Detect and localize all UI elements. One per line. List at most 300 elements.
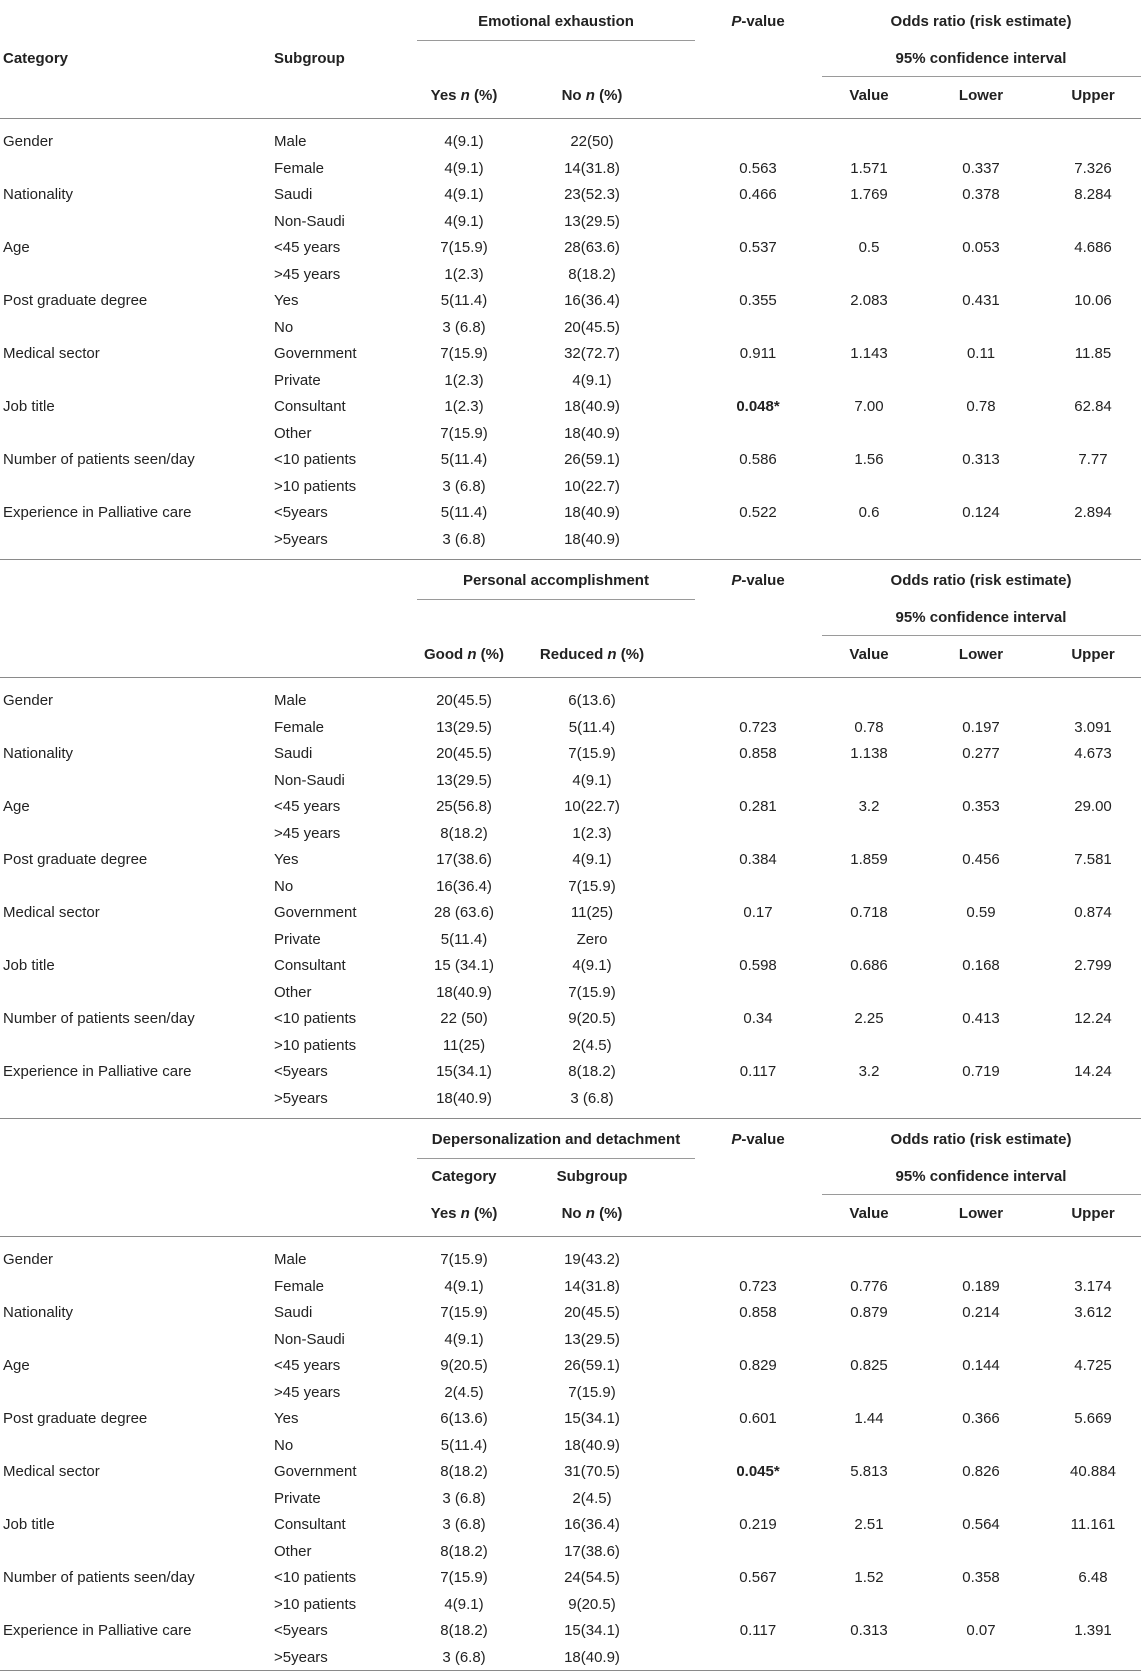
row-subgroup: Saudi <box>274 745 313 762</box>
section-bottom-rule <box>0 1118 1141 1119</box>
row-p-value: 0.117 <box>739 1063 777 1080</box>
row-p-value: 0.355 <box>739 292 777 309</box>
row-p-value: 0.17 <box>743 904 773 921</box>
row-subgroup: No <box>274 1436 294 1454</box>
row-subgroup: >45 years <box>274 265 341 283</box>
row-p-value: 0.466 <box>739 186 777 203</box>
odds-ratio-rule <box>822 1194 1141 1195</box>
subgroup-header: Subgroup <box>274 50 345 67</box>
row-ci-lower: 0.358 <box>962 1569 1000 1586</box>
row-subgroup: Other <box>274 983 312 1001</box>
row-col-a: 9(20.5) <box>440 1357 488 1374</box>
row-p-value: 0.858 <box>739 1304 777 1321</box>
row-ci-upper: 11.85 <box>1074 345 1112 362</box>
row-col-a: 16(36.4) <box>436 877 492 895</box>
row-ci-upper: 11.161 <box>1070 1516 1116 1533</box>
row-ci-upper: 10.06 <box>1074 292 1112 309</box>
row-ci-upper: 5.669 <box>1074 1410 1112 1427</box>
row-subgroup: Consultant <box>274 957 346 974</box>
row-ci-lower: 0.214 <box>962 1304 1000 1321</box>
row-col-b: 4(9.1) <box>572 957 612 974</box>
row-col-a: 3 (6.8) <box>442 1516 486 1533</box>
row-subgroup: Other <box>274 1542 312 1560</box>
row-odds-value: 1.143 <box>850 345 888 362</box>
row-subgroup: Consultant <box>274 398 346 415</box>
row-subgroup: <10 patients <box>274 1569 357 1586</box>
row-p-value: 0.829 <box>739 1357 777 1374</box>
row-col-a: 5(11.4) <box>440 1436 488 1454</box>
row-col-a: 7(15.9) <box>440 1569 488 1586</box>
header-bottom-rule <box>0 1236 1141 1237</box>
row-ci-upper: 8.284 <box>1074 186 1112 203</box>
row-odds-value: 0.6 <box>858 504 880 521</box>
row-category: Age <box>3 239 30 256</box>
row-subgroup: No <box>274 318 294 336</box>
row-subgroup: <5years <box>274 1063 328 1080</box>
value-header: Value <box>849 1205 889 1222</box>
value-header: Value <box>849 646 889 663</box>
row-odds-value: 0.776 <box>850 1277 888 1295</box>
row-p-value: 0.384 <box>739 851 777 868</box>
row-col-b: 3 (6.8) <box>570 1089 614 1107</box>
row-col-a: 4(9.1) <box>444 1595 484 1613</box>
row-col-b: 16(36.4) <box>564 1516 620 1533</box>
row-ci-upper: 7.77 <box>1078 451 1108 468</box>
row-subgroup: Government <box>274 1463 357 1480</box>
lower-header: Lower <box>958 87 1004 104</box>
row-col-a: 5(11.4) <box>440 504 488 521</box>
row-subgroup: Saudi <box>274 1304 313 1321</box>
section-title: Personal accomplishment <box>463 572 649 589</box>
row-category: Nationality <box>3 745 74 762</box>
row-subgroup: No <box>274 877 294 895</box>
row-odds-value: 1.52 <box>854 1569 884 1586</box>
row-category: Post graduate degree <box>3 1410 148 1427</box>
row-col-b: 20(45.5) <box>564 1304 620 1321</box>
section-title-rule <box>417 40 695 41</box>
row-col-a: 1(2.3) <box>444 371 484 389</box>
row-col-b: 4(9.1) <box>572 851 612 868</box>
row-col-b: 23(52.3) <box>564 186 620 203</box>
row-col-a: 11(25) <box>442 1036 486 1054</box>
row-ci-lower: 0.313 <box>962 451 1000 468</box>
row-category: Job title <box>3 1516 55 1533</box>
row-col-a: 7(15.9) <box>440 424 488 442</box>
row-col-a: 17(38.6) <box>436 851 492 868</box>
row-col-a: 5(11.4) <box>440 451 488 468</box>
row-category: Age <box>3 798 30 815</box>
row-ci-lower: 0.337 <box>962 159 1000 177</box>
section-title: Emotional exhaustion <box>478 13 634 30</box>
row-subgroup: <5years <box>274 1622 328 1639</box>
row-category: Experience in Palliative care <box>3 1622 192 1639</box>
p-value-header: P-value <box>731 1131 785 1148</box>
row-ci-lower: 0.197 <box>962 718 1000 736</box>
row-col-a: 25(56.8) <box>436 798 492 815</box>
row-ci-lower: 0.366 <box>962 1410 1000 1427</box>
row-col-b: 7(15.9) <box>568 1383 616 1401</box>
p-value-header: P-value <box>731 13 785 30</box>
row-col-a: 8(18.2) <box>440 1463 488 1480</box>
row-subgroup: Female <box>274 1277 325 1295</box>
row-odds-value: 5.813 <box>850 1463 888 1480</box>
row-col-b: 6(13.6) <box>568 692 616 709</box>
lower-header: Lower <box>958 646 1004 663</box>
row-col-a: 7(15.9) <box>440 1304 488 1321</box>
row-col-b: 13(29.5) <box>564 1330 620 1348</box>
row-ci-upper: 3.612 <box>1074 1304 1112 1321</box>
row-col-a: 15 (34.1) <box>433 957 495 974</box>
row-p-value: 0.522 <box>739 504 777 521</box>
odds-ratio-rule <box>822 76 1141 77</box>
row-subgroup: Female <box>274 718 325 736</box>
row-col-b: 2(4.5) <box>572 1489 612 1507</box>
row-ci-upper: 7.581 <box>1074 851 1112 868</box>
row-subgroup: Government <box>274 345 357 362</box>
ci-header: 95% confidence interval <box>895 1168 1067 1185</box>
row-subgroup: <5years <box>274 504 328 521</box>
row-subgroup: <45 years <box>274 798 341 815</box>
row-col-b: 26(59.1) <box>564 451 620 468</box>
row-col-b: 9(20.5) <box>568 1595 616 1613</box>
row-col-b: 18(40.9) <box>564 398 620 415</box>
row-col-a: 2(4.5) <box>444 1383 484 1401</box>
row-col-b: 19(43.2) <box>564 1251 620 1268</box>
row-category: Number of patients seen/day <box>3 451 195 468</box>
row-col-b: 9(20.5) <box>568 1010 616 1027</box>
row-ci-upper: 4.673 <box>1074 745 1112 762</box>
row-subgroup: Consultant <box>274 1516 346 1533</box>
row-subgroup: <10 patients <box>274 1010 357 1027</box>
row-col-b: 18(40.9) <box>564 530 620 548</box>
row-ci-upper: 4.686 <box>1074 239 1112 256</box>
row-ci-upper: 2.799 <box>1074 957 1112 974</box>
row-col-b: 8(18.2) <box>568 1063 616 1080</box>
row-odds-value: 0.879 <box>850 1304 888 1321</box>
row-ci-lower: 0.353 <box>962 798 1000 815</box>
header-bottom-rule <box>0 118 1141 119</box>
row-subgroup: Yes <box>274 851 299 868</box>
row-subgroup: Non-Saudi <box>274 1330 345 1348</box>
row-subgroup: Private <box>274 930 321 948</box>
row-p-value: 0.34 <box>743 1010 773 1027</box>
row-subgroup: Male <box>274 692 307 709</box>
row-col-a: 3 (6.8) <box>442 1648 486 1666</box>
row-subgroup: <45 years <box>274 239 341 256</box>
ci-header: 95% confidence interval <box>895 50 1067 67</box>
row-ci-lower: 0.431 <box>962 292 1000 309</box>
row-col-b: 18(40.9) <box>564 424 620 442</box>
row-odds-value: 1.859 <box>850 851 888 868</box>
row-ci-lower: 0.053 <box>962 239 1000 256</box>
odds-ratio-header: Odds ratio (risk estimate) <box>890 572 1072 589</box>
category-header: Category <box>3 50 69 67</box>
col-b-header: Reduced n (%) <box>539 646 645 663</box>
row-odds-value: 1.769 <box>850 186 888 203</box>
header-bottom-rule <box>0 677 1141 678</box>
row-subgroup: Non-Saudi <box>274 771 345 789</box>
row-ci-lower: 0.07 <box>966 1622 996 1639</box>
row-subgroup: Female <box>274 159 325 177</box>
row-ci-lower: 0.826 <box>962 1463 1000 1480</box>
row-subgroup: >10 patients <box>274 477 357 495</box>
row-odds-value: 3.2 <box>858 1063 880 1080</box>
row-col-b: 20(45.5) <box>564 318 620 336</box>
row-col-b: Zero <box>576 930 608 948</box>
row-ci-upper: 1.391 <box>1074 1622 1112 1639</box>
row-col-b: 18(40.9) <box>564 1648 620 1666</box>
row-odds-value: 0.825 <box>850 1357 888 1374</box>
row-odds-value: 0.313 <box>850 1622 888 1639</box>
row-col-a: 4(9.1) <box>444 212 484 230</box>
row-ci-upper: 62.84 <box>1074 398 1112 415</box>
col-a-header: Yes n (%) <box>430 87 498 104</box>
row-col-b: 16(36.4) <box>564 292 620 309</box>
row-subgroup: >45 years <box>274 1383 341 1401</box>
row-ci-lower: 0.144 <box>962 1357 1000 1374</box>
row-p-value: 0.911 <box>739 345 777 362</box>
row-col-b: 18(40.9) <box>564 504 620 521</box>
row-col-a: 4(9.1) <box>444 1277 484 1295</box>
row-category: Post graduate degree <box>3 851 148 868</box>
section-bottom-rule <box>0 559 1141 560</box>
row-col-b: 11(25) <box>570 904 614 921</box>
row-col-b: 15(34.1) <box>564 1622 620 1639</box>
row-ci-upper: 4.725 <box>1074 1357 1112 1374</box>
row-col-a: 22 (50) <box>440 1010 488 1027</box>
row-ci-upper: 12.24 <box>1074 1010 1112 1027</box>
row-subgroup: Private <box>274 371 321 389</box>
row-col-a: 7(15.9) <box>440 239 488 256</box>
upper-header: Upper <box>1071 646 1115 663</box>
row-col-a: 20(45.5) <box>436 745 492 762</box>
row-col-b: 26(59.1) <box>564 1357 620 1374</box>
row-odds-value: 1.571 <box>850 159 888 177</box>
row-ci-upper: 0.874 <box>1074 904 1112 921</box>
row-subgroup: <10 patients <box>274 451 357 468</box>
row-col-b: 1(2.3) <box>572 824 612 842</box>
col-b-header: No n (%) <box>561 87 623 104</box>
row-col-a: 7(15.9) <box>440 1251 488 1268</box>
row-subgroup: Male <box>274 133 307 150</box>
row-subgroup: Private <box>274 1489 321 1507</box>
row-col-a: 20(45.5) <box>436 692 492 709</box>
row-col-a: 5(11.4) <box>440 292 488 309</box>
row-ci-lower: 0.189 <box>962 1277 1000 1295</box>
row-odds-value: 1.44 <box>854 1410 884 1427</box>
row-col-b: 10(22.7) <box>564 798 620 815</box>
row-col-a: 15(34.1) <box>436 1063 492 1080</box>
row-subgroup: Saudi <box>274 186 313 203</box>
row-odds-value: 3.2 <box>858 798 880 815</box>
row-category: Nationality <box>3 1304 74 1321</box>
row-col-b: 22(50) <box>570 133 614 150</box>
row-col-a: 13(29.5) <box>436 718 492 736</box>
ci-header: 95% confidence interval <box>895 609 1067 626</box>
row-p-value: 0.537 <box>739 239 777 256</box>
row-col-b: 4(9.1) <box>572 771 612 789</box>
row-category: Nationality <box>3 186 74 203</box>
row-p-value: 0.281 <box>739 798 777 815</box>
row-col-a: 5(11.4) <box>440 930 488 948</box>
row-col-b: 7(15.9) <box>568 745 616 762</box>
row-ci-lower: 0.378 <box>962 186 1000 203</box>
row-subgroup: Government <box>274 904 357 921</box>
row-ci-lower: 0.719 <box>962 1063 1000 1080</box>
row-col-a: 7(15.9) <box>440 345 488 362</box>
row-p-value: 0.601 <box>739 1410 777 1427</box>
row-col-b: 7(15.9) <box>568 877 616 895</box>
row-col-a: 4(9.1) <box>444 1330 484 1348</box>
row-ci-upper: 29.00 <box>1074 798 1112 815</box>
odds-ratio-header: Odds ratio (risk estimate) <box>890 1131 1072 1148</box>
row-odds-value: 2.083 <box>850 292 888 309</box>
row-col-b: 10(22.7) <box>564 477 620 495</box>
row-col-b: 31(70.5) <box>564 1463 620 1480</box>
upper-header: Upper <box>1071 87 1115 104</box>
row-col-b: 15(34.1) <box>564 1410 620 1427</box>
row-category: Medical sector <box>3 1463 100 1480</box>
row-col-a: 4(9.1) <box>444 159 484 177</box>
row-col-b: 14(31.8) <box>564 1277 620 1295</box>
row-ci-upper: 14.24 <box>1074 1063 1112 1080</box>
row-col-b: 24(54.5) <box>564 1569 620 1586</box>
col-a-header: Yes n (%) <box>430 1205 498 1222</box>
row-ci-upper: 7.326 <box>1074 159 1112 177</box>
row-col-a: 18(40.9) <box>436 1089 492 1107</box>
row-ci-lower: 0.78 <box>966 398 996 415</box>
row-subgroup: Other <box>274 424 312 442</box>
row-col-b: 4(9.1) <box>572 371 612 389</box>
row-p-value: 0.563 <box>739 159 777 177</box>
row-category: Medical sector <box>3 345 100 362</box>
row-odds-value: 0.686 <box>850 957 888 974</box>
odds-ratio-rule <box>822 635 1141 636</box>
row-odds-value: 1.56 <box>854 451 884 468</box>
row-ci-lower: 0.124 <box>962 504 1000 521</box>
row-subgroup: <45 years <box>274 1357 341 1374</box>
row-col-a: 1(2.3) <box>444 398 484 415</box>
section-title: Depersonalization and detachment <box>431 1131 681 1148</box>
row-p-value: 0.048* <box>736 398 780 415</box>
row-category: Number of patients seen/day <box>3 1010 195 1027</box>
row-col-a: 3 (6.8) <box>442 1489 486 1507</box>
row-col-a: 4(9.1) <box>444 133 484 150</box>
row-col-a: 8(18.2) <box>440 1622 488 1639</box>
row-col-b: 13(29.5) <box>564 212 620 230</box>
row-col-a: 8(18.2) <box>440 1542 488 1560</box>
row-category: Age <box>3 1357 30 1374</box>
row-subgroup: >10 patients <box>274 1036 357 1054</box>
row-category: Experience in Palliative care <box>3 504 192 521</box>
row-col-a: 13(29.5) <box>436 771 492 789</box>
row-ci-lower: 0.168 <box>962 957 1000 974</box>
row-col-b: 14(31.8) <box>564 159 620 177</box>
row-ci-lower: 0.456 <box>962 851 1000 868</box>
row-ci-upper: 6.48 <box>1078 1569 1108 1586</box>
row-p-value: 0.586 <box>739 451 777 468</box>
row-subgroup: >5years <box>274 530 328 548</box>
row-ci-lower: 0.11 <box>966 345 996 362</box>
sub-header-category: Category <box>431 1168 497 1185</box>
row-category: Post graduate degree <box>3 292 148 309</box>
section-bottom-rule <box>0 1670 1141 1671</box>
upper-header: Upper <box>1071 1205 1115 1222</box>
row-col-a: 3 (6.8) <box>442 530 486 548</box>
row-col-b: 2(4.5) <box>572 1036 612 1054</box>
row-col-b: 5(11.4) <box>568 718 616 736</box>
row-p-value: 0.045* <box>736 1463 780 1480</box>
row-col-a: 28 (63.6) <box>433 904 495 921</box>
section-title-rule <box>417 1158 695 1159</box>
row-col-b: 28(63.6) <box>564 239 620 256</box>
row-col-a: 3 (6.8) <box>442 318 486 336</box>
row-odds-value: 2.25 <box>854 1010 884 1027</box>
row-subgroup: Yes <box>274 292 299 309</box>
row-subgroup: >5years <box>274 1089 328 1107</box>
section-title-rule <box>417 599 695 600</box>
odds-ratio-header: Odds ratio (risk estimate) <box>890 13 1072 30</box>
row-subgroup: >5years <box>274 1648 328 1666</box>
row-category: Experience in Palliative care <box>3 1063 192 1080</box>
row-p-value: 0.858 <box>739 745 777 762</box>
row-subgroup: Non-Saudi <box>274 212 345 230</box>
row-category: Job title <box>3 398 55 415</box>
row-p-value: 0.117 <box>739 1622 777 1639</box>
row-ci-lower: 0.277 <box>962 745 1000 762</box>
row-ci-lower: 0.413 <box>962 1010 1000 1027</box>
row-ci-upper: 3.174 <box>1074 1277 1112 1295</box>
row-col-a: 18(40.9) <box>436 983 492 1001</box>
sub-header-subgroup: Subgroup <box>556 1168 628 1185</box>
row-subgroup: Male <box>274 1251 307 1268</box>
row-odds-value: 0.78 <box>854 718 884 736</box>
row-p-value: 0.723 <box>739 718 777 736</box>
row-category: Medical sector <box>3 904 100 921</box>
row-col-a: 8(18.2) <box>440 824 488 842</box>
row-col-a: 3 (6.8) <box>442 477 486 495</box>
p-value-header: P-value <box>731 572 785 589</box>
row-col-b: 7(15.9) <box>568 983 616 1001</box>
value-header: Value <box>849 87 889 104</box>
row-subgroup: Yes <box>274 1410 299 1427</box>
row-category: Number of patients seen/day <box>3 1569 195 1586</box>
row-subgroup: >10 patients <box>274 1595 357 1613</box>
row-category: Gender <box>3 692 54 709</box>
row-odds-value: 2.51 <box>854 1516 884 1533</box>
col-b-header: No n (%) <box>561 1205 623 1222</box>
row-p-value: 0.219 <box>739 1516 777 1533</box>
row-col-a: 6(13.6) <box>440 1410 488 1427</box>
row-col-a: 4(9.1) <box>444 186 484 203</box>
col-a-header: Good n (%) <box>424 646 504 663</box>
row-odds-value: 0.5 <box>858 239 880 256</box>
row-col-b: 18(40.9) <box>564 1436 620 1454</box>
row-ci-upper: 2.894 <box>1074 504 1112 521</box>
row-col-b: 17(38.6) <box>564 1542 620 1560</box>
row-col-b: 32(72.7) <box>564 345 620 362</box>
row-p-value: 0.598 <box>739 957 777 974</box>
row-ci-lower: 0.564 <box>962 1516 1000 1533</box>
row-ci-lower: 0.59 <box>966 904 996 921</box>
row-category: Gender <box>3 1251 54 1268</box>
row-p-value: 0.723 <box>739 1277 777 1295</box>
lower-header: Lower <box>958 1205 1004 1222</box>
row-p-value: 0.567 <box>739 1569 777 1586</box>
row-col-a: 1(2.3) <box>444 265 484 283</box>
row-odds-value: 0.718 <box>850 904 888 921</box>
row-category: Gender <box>3 133 54 150</box>
